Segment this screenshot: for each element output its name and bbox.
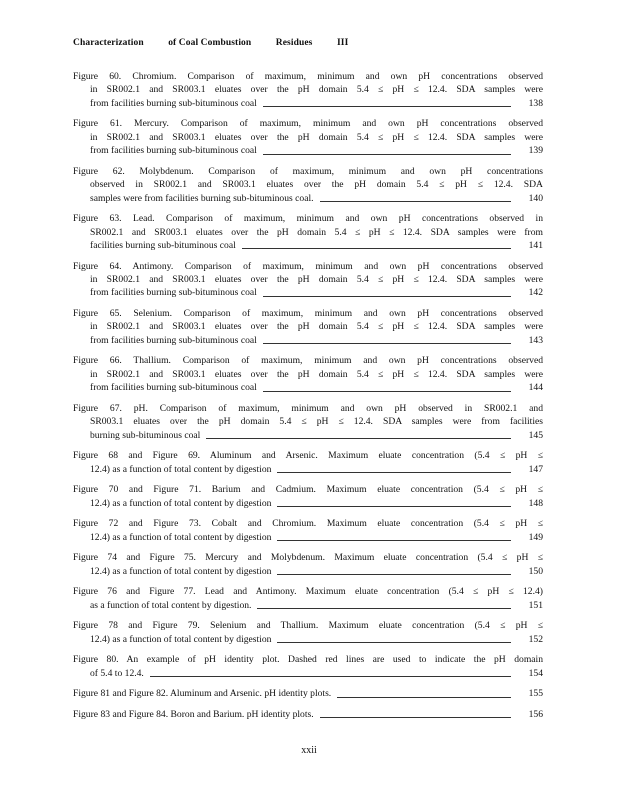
toc-entry-page: 141 <box>528 240 543 252</box>
toc-entry[interactable] <box>73 653 543 680</box>
toc-entry-text: from facilities burning sub-bituminous coal <box>90 145 257 157</box>
leader-line <box>277 539 511 541</box>
toc-entry-page: 154 <box>528 667 543 679</box>
toc-entry[interactable] <box>73 517 543 544</box>
toc-entry-page: 140 <box>528 192 543 204</box>
toc-entry-page: 143 <box>528 334 543 346</box>
header-title-part2: of Coal Combustion <box>168 38 252 48</box>
toc-entry-text: in SR002.1 and SR003.1 eluates over the pH domain 5.4 ≤ pH ≤ 12.4. SDA samples were <box>90 131 543 143</box>
leader-line <box>206 437 511 439</box>
toc-entry-page: 150 <box>528 565 543 577</box>
toc-entry[interactable] <box>73 687 543 700</box>
toc-entry[interactable] <box>73 708 543 721</box>
toc-entry-text: Figure 72 and Figure 73. Cobalt and Chromium. Maximum eluate concentration (5.4 ≤ pH ≤ <box>73 518 543 530</box>
toc-entry[interactable] <box>73 354 543 394</box>
leader-line <box>257 607 511 609</box>
toc-entry[interactable] <box>73 619 543 646</box>
leader-line <box>263 390 511 392</box>
leader-line <box>150 675 511 677</box>
page-number: xxii <box>301 745 317 756</box>
toc-entry-text: Figure 78 and Figure 79. Selenium and Thallium. Maximum eluate concentration (5.4 ≤ pH ≤ <box>73 620 543 632</box>
toc-entry-page: 142 <box>528 287 543 299</box>
toc-entry-text: 12.4) as a function of total content by digestion <box>90 565 272 577</box>
toc-entry-text: 12.4) as a function of total content by digestion <box>90 633 272 645</box>
leader-line <box>263 295 511 297</box>
toc-entry[interactable] <box>73 585 543 612</box>
toc-entry-text: burning sub-bituminous coal <box>90 429 201 441</box>
toc-entry-text: in SR002.1 and SR003.1 eluates over the pH domain 5.4 ≤ pH ≤ 12.4. SDA samples were <box>90 368 543 380</box>
header-title-part3: Residues <box>275 38 313 48</box>
toc-entry[interactable] <box>73 402 543 442</box>
toc-entry-text: from facilities burning sub-bituminous coal <box>90 334 257 346</box>
toc-entry-text: Figure 81 and Figure 82. Aluminum and Arsenic. pH identity plots. <box>73 688 332 700</box>
toc-entry-text: from facilities burning sub-bituminous coal <box>90 287 257 299</box>
toc-entry-text: 12.4) as a function of total content by digestion <box>90 463 272 475</box>
toc-entry[interactable] <box>73 165 543 205</box>
toc-entry-text: Figure 63. Lead. Comparison of maximum, minimum and own pH concentrations observed in <box>73 213 543 225</box>
toc-entry[interactable] <box>73 117 543 157</box>
running-header <box>73 38 370 48</box>
leader-line <box>277 641 511 643</box>
toc-entry-text: Figure 60. Chromium. Comparison of maximum, minimum and own pH concentrations observed <box>73 71 543 82</box>
toc-entry-text: Figure 64. Antimony. Comparison of maximum, minimum and own pH concentrations observed <box>73 260 543 272</box>
toc-entry-page: 151 <box>528 599 543 611</box>
toc-entry-text: Figure 83 and Figure 84. Boron and Barium. pH identity plots. <box>73 708 314 720</box>
toc-entry-page: 148 <box>528 497 543 509</box>
toc-entry-page: 149 <box>528 531 543 543</box>
toc-entry-text: as a function of total content by digestion. <box>90 599 252 611</box>
header-title-part4: III <box>336 38 349 48</box>
toc-entry-page: 139 <box>528 145 543 157</box>
toc-entry-text: Figure 65. Selenium. Comparison of maximum, minimum and own pH concentrations observed <box>73 308 543 320</box>
toc-entry-page: 145 <box>528 429 543 441</box>
toc-entry-text: Figure 80. An example of pH identity plot. Dashed red lines are used to indicate the pH domain <box>73 654 543 666</box>
toc-entry[interactable] <box>73 70 543 110</box>
leader-line <box>337 696 511 698</box>
toc-entry[interactable] <box>73 551 543 578</box>
toc-entry-text: Figure 67. pH. Comparison of maximum, minimum and own pH observed in SR002.1 and <box>73 402 543 414</box>
toc-entry-text: Figure 66. Thallium. Comparison of maximum, minimum and own pH concentrations observed <box>73 355 543 367</box>
toc-entry-text: in SR002.1 and SR003.1 eluates over the pH domain 5.4 ≤ pH ≤ 12.4. SDA samples were <box>90 321 543 333</box>
toc-entry-text: Figure 76 and Figure 77. Lead and Antimony. Maximum eluate concentration (5.4 ≤ pH ≤ 12.4) <box>73 586 543 598</box>
toc-entry-page: 155 <box>528 688 543 700</box>
toc-entry-text: Figure 61. Mercury. Comparison of maximum, minimum and own pH concentrations observed <box>73 118 543 130</box>
toc-entry-page: 147 <box>528 463 543 475</box>
leader-line <box>242 247 511 249</box>
toc-entry-text: Figure 68 and Figure 69. Aluminum and Arsenic. Maximum eluate concentration (5.4 ≤ pH ≤ <box>73 450 543 462</box>
leader-line <box>277 505 511 507</box>
toc-entry-text: 12.4) as a function of total content by digestion <box>90 531 272 543</box>
toc-entry[interactable] <box>73 449 543 476</box>
toc-entry-page: 138 <box>528 97 543 109</box>
leader-line <box>320 200 511 202</box>
leader-line <box>263 342 511 344</box>
toc-entry-text: observed in SR002.1 and SR003.1 eluates over the pH domain 5.4 ≤ pH ≤ 12.4. SDA <box>90 179 543 191</box>
leader-line <box>320 716 511 718</box>
toc-entry-page: 152 <box>528 633 543 645</box>
toc-entry-text: facilities burning sub-bituminous coal <box>90 240 236 252</box>
leader-line <box>277 471 511 473</box>
leader-line <box>263 153 511 155</box>
toc-entry-text: 12.4) as a function of total content by digestion <box>90 497 272 509</box>
toc-entry-text: SR002.1 and SR003.1 eluates over the pH domain 5.4 ≤ pH ≤ 12.4. SDA samples were from <box>90 226 543 238</box>
toc-entry-text: Figure 62. Molybdenum. Comparison of maximum, minimum and own pH concentrations <box>73 165 543 177</box>
leader-line <box>277 573 511 575</box>
toc-entry[interactable] <box>73 307 543 347</box>
toc-entry-text: Figure 70 and Figure 71. Barium and Cadmium. Maximum eluate concentration (5.4 ≤ pH ≤ <box>73 484 543 496</box>
toc-entry[interactable] <box>73 483 543 510</box>
toc-entry-page: 144 <box>528 382 543 394</box>
toc-entry-text: from facilities burning sub-bituminous coal <box>90 382 257 394</box>
toc-entry[interactable] <box>73 212 543 252</box>
toc-entry-text: from facilities burning sub-bituminous coal <box>90 97 257 109</box>
header-title-part1: Characterization <box>73 38 144 48</box>
toc-entry-text: SR003.1 eluates over the pH domain 5.4 ≤ pH ≤ 12.4. SDA samples were from facilities <box>90 416 543 428</box>
leader-line <box>263 105 511 107</box>
toc-entry-text: in SR002.1 and SR003.1 eluates over the pH domain 5.4 ≤ pH ≤ 12.4. SDA samples were <box>90 84 543 96</box>
list-of-figures <box>73 70 543 728</box>
toc-entry-page: 156 <box>528 708 543 720</box>
toc-entry-text: in SR002.1 and SR003.1 eluates over the pH domain 5.4 ≤ pH ≤ 12.4. SDA samples were <box>90 274 543 286</box>
toc-entry-text: Figure 74 and Figure 75. Mercury and Molybdenum. Maximum eluate concentration (5.4 ≤ pH ≤ <box>73 552 543 564</box>
toc-entry-text: samples were from facilities burning sub-bituminous coal. <box>90 192 314 204</box>
toc-entry-text: of 5.4 to 12.4. <box>90 667 144 679</box>
toc-entry[interactable] <box>73 260 543 300</box>
